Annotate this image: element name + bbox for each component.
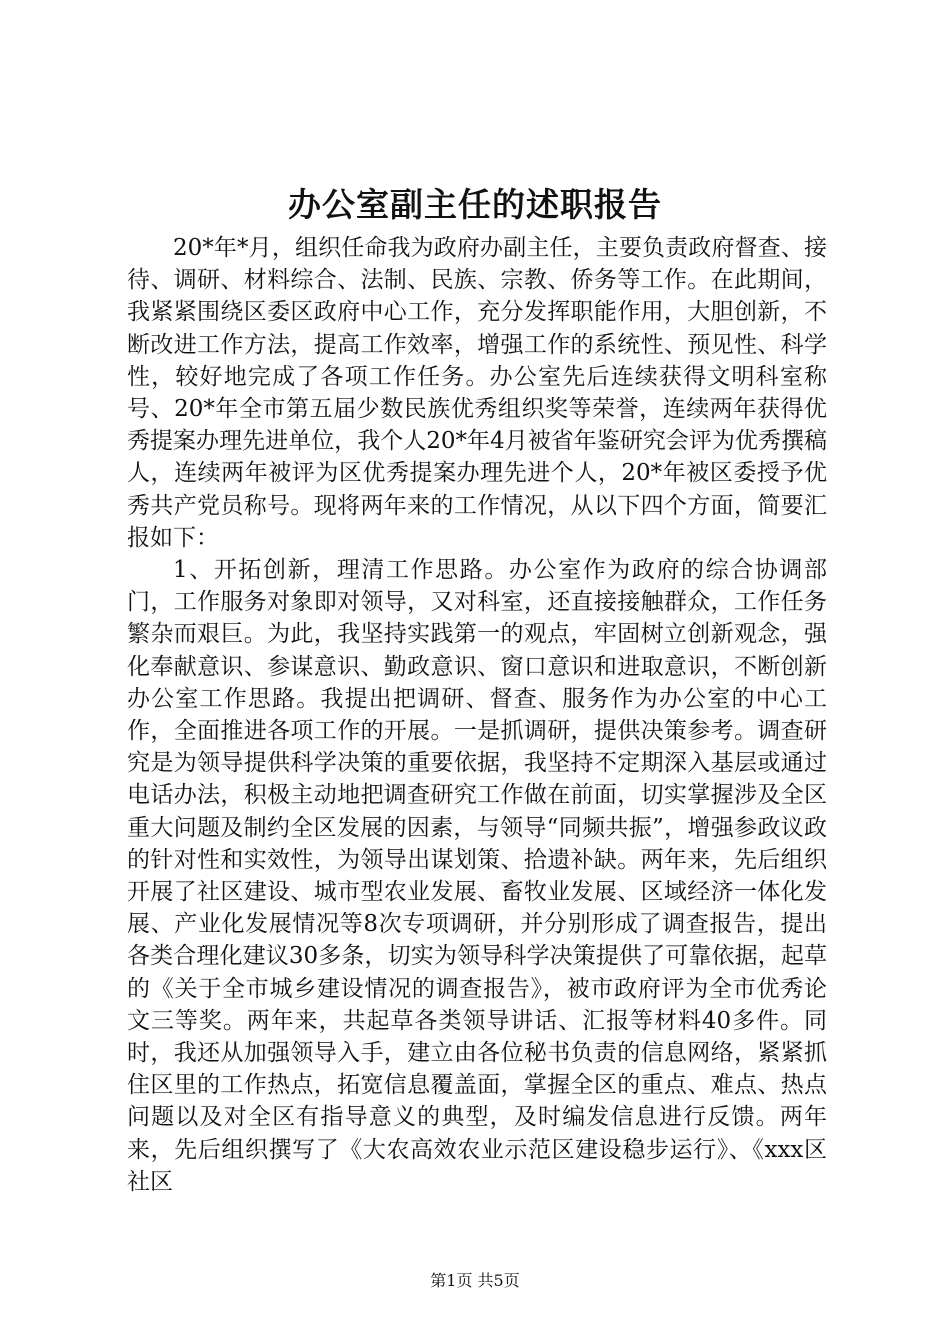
document-body <box>127 232 827 1198</box>
document-title: 办公室副主任的述职报告 <box>288 185 662 224</box>
paragraph-section-1: 1、开拓创新，理清工作思路。办公室作为政府的综合协调部门，工作服务对象即对领导，又对科室，还直接接触群众，工作任务繁杂而艰巨。为此，我坚持实践第一的观点，牢固树立创新观念，强化奉献意识、参谋意识、勤政意识、窗口意识和进取意识，不断创新办公室工作思路。我提出把调研、督查、服务作为办公室的中心工作，全面推进各项工作的开展。一是抓调研，提供决策参考。调查研究是为领导提供科学决策的重要依据，我坚持不定期深入基层或通过电话办法，积极主动地把调查研究工作做在前面，切实掌握涉及全区重大问题及制约全区发展的因素，与领导“同频共振”，增强参政议政的针对性和实效性，为领导出谋划策、拾遗补缺。两年来，先后组织开展了社区建设、城市型农业发展、畜牧业发展、区域经济一体化发展、产业化发展情况等8次专项调研，并分别形成了调查报告，提出各类合理化建议30多条，切实为领导科学决策提供了可靠依据，起草的《关于全市城乡建设情况的调查报告》，被市政府评为全市优秀论文三等奖。两年来，共起草各类领导讲话、汇报等材料40多件。同时，我还从加强领导入手，建立由各位秘书负责的信息网络，紧紧抓住区里的工作热点，拓宽信息覆盖面，掌握全区的重点、难点、热点问题以及对全区有指导意义的典型，及时编发信息进行反馈。两年来，先后组织撰写了《大农高效农业示范区建设稳步运行》、《xxx区社区 <box>127 557 827 1195</box>
paragraph-intro: 20*年*月，组织任命我为政府办副主任，主要负责政府督查、接待、调研、材料综合、法制、民族、宗教、侨务等工作。在此期间，我紧紧围绕区委区政府中心工作，充分发挥职能作用，大胆创新，不断改进工作方法，提高工作效率，增强工作的系统性、预见性、科学性，较好地完成了各项工作任务。办公室先后连续获得文明科室称号、20*年全市第五届少数民族优秀组织奖等荣誉，连续两年获得优秀提案办理先进单位，我个人20*年4月被省年鉴研究会评为优秀撰稿人，连续两年被评为区优秀提案办理先进个人，20*年被区委授予优秀共产党员称号。现将两年来的工作情况，从以下四个方面，简要汇报如下： <box>127 235 827 551</box>
page-number-footer: 第1页 共5页 <box>430 1271 520 1290</box>
